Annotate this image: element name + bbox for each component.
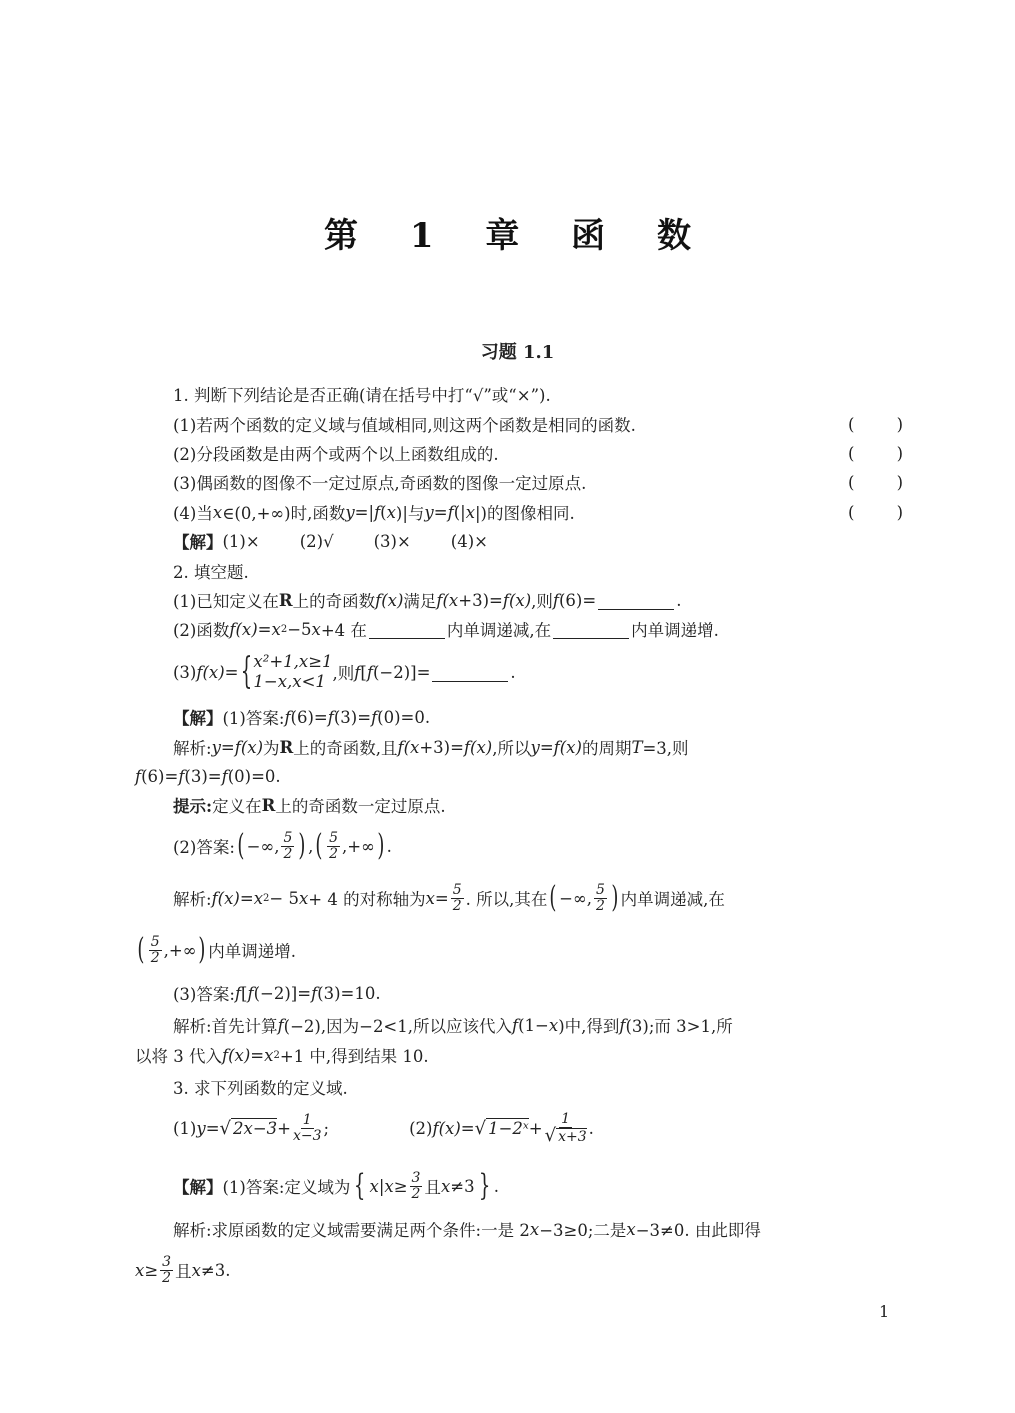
math-variable: x xyxy=(271,619,281,639)
text-run: =| xyxy=(354,502,375,522)
square-root xyxy=(220,1118,278,1139)
text-run: ,则 xyxy=(531,592,553,611)
math-variable: f(x xyxy=(397,737,420,757)
text-run: 且 xyxy=(175,1262,192,1281)
math-variable: f xyxy=(327,707,334,727)
denominator: x−3 xyxy=(292,1127,322,1144)
math-variable: f(x) xyxy=(553,737,582,757)
math-variable: f(x) xyxy=(502,590,532,610)
text-run: (1) xyxy=(173,1118,197,1138)
bold-label: R xyxy=(279,737,294,757)
radicand: 1−2ˣ xyxy=(488,1118,529,1138)
math-variable: f xyxy=(221,766,228,786)
text-run: −∞, xyxy=(246,836,280,856)
fraction xyxy=(160,1255,173,1286)
math-variable: y xyxy=(424,502,434,522)
math-variable: x xyxy=(212,502,223,522)
text-run: = xyxy=(434,888,449,908)
text-run: (3)=10. xyxy=(317,983,381,1003)
text-run: +1 中,得到结果 10. xyxy=(279,1047,429,1066)
text-run: ≥ xyxy=(393,1176,408,1196)
text-line xyxy=(173,1072,348,1102)
text-line xyxy=(173,467,903,497)
denominator: 2 xyxy=(162,1269,172,1286)
text-run: 解析:首先计算 xyxy=(173,1017,278,1036)
answer-blank xyxy=(553,620,629,639)
brace: { xyxy=(240,651,252,692)
text-run: ,则 xyxy=(332,664,355,683)
text-run: 上的奇函数一定过原点. xyxy=(275,797,446,816)
answer-blank xyxy=(598,591,674,610)
text-run: = xyxy=(224,662,239,682)
denominator: 2 xyxy=(329,845,339,862)
text-run: 解析:求原函数的定义域需要满足两个条件:一是 2 xyxy=(173,1221,530,1240)
text-run: . 所以,其在 xyxy=(465,890,548,909)
math-variable: f xyxy=(284,707,291,727)
text-line xyxy=(173,614,719,644)
close-paren: ) xyxy=(896,502,903,522)
text-run: (1)若两个函数的定义域与值域相同,则这两个函数是相同的函数. xyxy=(173,416,636,435)
math-variable: x xyxy=(135,1260,145,1280)
bold-label: R xyxy=(278,590,293,610)
radicand: 2x−3 xyxy=(233,1118,278,1138)
text-run: . xyxy=(510,662,516,682)
math-variable: f(x xyxy=(436,590,459,610)
big-bracket: } xyxy=(478,1168,490,1203)
text-line xyxy=(173,880,725,915)
numerator: 5 xyxy=(329,829,339,846)
text-run: −3≥0;二是 xyxy=(539,1221,627,1240)
numerator: 3 xyxy=(162,1253,172,1270)
fraction xyxy=(149,935,162,966)
big-bracket: ) xyxy=(298,828,306,863)
math-variable: x xyxy=(191,1260,201,1280)
text-run: (−2)]= xyxy=(253,983,312,1003)
close-paren: ) xyxy=(896,414,903,434)
math-variable: x xyxy=(298,888,309,908)
math-variable: y xyxy=(211,737,221,757)
math-variable: x xyxy=(369,1176,379,1196)
text-run: (2)答案: xyxy=(173,838,235,857)
math-variable: y xyxy=(196,1118,206,1138)
text-run: (2)函数 xyxy=(173,621,230,640)
text-line xyxy=(135,1255,230,1285)
denominator: 2 xyxy=(452,897,462,914)
bold-label: 【解】 xyxy=(173,533,223,552)
text-run: 内单调递增. xyxy=(208,942,296,961)
text-run: (−2)]= xyxy=(372,662,431,682)
text-run: (0)=0. xyxy=(227,766,281,786)
big-bracket: { xyxy=(354,1168,366,1203)
text-run: ,+∞ xyxy=(163,940,197,960)
chapter-title: 第 1 章 函 数 xyxy=(323,216,691,256)
big-bracket: ) xyxy=(377,828,385,863)
fraction xyxy=(410,1171,423,1202)
text-line xyxy=(135,1040,429,1070)
big-bracket: ) xyxy=(611,880,619,915)
text-run: = xyxy=(460,1118,475,1138)
text-run: 3. 求下列函数的定义域. xyxy=(173,1079,348,1098)
text-run: (3)= xyxy=(184,766,222,786)
open-paren: ( xyxy=(848,502,855,522)
text-run: = xyxy=(220,737,235,757)
text-line xyxy=(173,978,381,1008)
text-run: (6)= xyxy=(290,707,328,727)
math-variable: x xyxy=(384,1176,394,1196)
numerator: 1 xyxy=(561,1110,571,1127)
text-run: 的周期 xyxy=(581,739,632,758)
numerator: 5 xyxy=(452,881,462,898)
text-line xyxy=(173,409,903,439)
piecewise-function xyxy=(239,652,333,692)
denominator: 2 xyxy=(283,845,293,862)
text-line xyxy=(173,556,249,586)
math-variable: x xyxy=(465,502,475,522)
math-variable: f xyxy=(234,983,242,1003)
text-run: +3)= xyxy=(419,737,464,757)
text-run: 2. 填空题. xyxy=(173,563,249,582)
text-run: , xyxy=(308,836,314,856)
math-variable: f(x) xyxy=(432,1118,461,1138)
section-title: 习题 1.1 xyxy=(480,342,555,363)
text-run: (1)答案:定义域为 xyxy=(222,1178,351,1197)
answer-blank xyxy=(432,663,508,682)
math-variable: f(x) xyxy=(234,737,264,757)
text-run: (2)分段函数是由两个或两个以上函数组成的. xyxy=(173,445,499,464)
text-run: 内单调递增. xyxy=(631,621,719,640)
math-variable: f xyxy=(178,766,185,786)
open-paren: ( xyxy=(848,443,855,463)
math-variable: x xyxy=(386,502,396,522)
big-bracket: ( xyxy=(315,828,323,863)
text-line xyxy=(135,761,281,791)
big-bracket: ) xyxy=(198,932,206,967)
radicand: x+3 xyxy=(558,1128,587,1145)
answer-item: (3)× xyxy=(373,531,411,551)
text-run: 解析: xyxy=(173,890,212,909)
fraction xyxy=(327,831,340,862)
text-run: (−2),因为−2<1,所以应该代入 xyxy=(283,1017,513,1036)
case-row: 1−x,x<1 xyxy=(253,672,326,691)
math-variable: f(x) xyxy=(463,737,493,757)
text-run: = xyxy=(433,502,448,522)
math-variable: x xyxy=(425,888,435,908)
text-run: −5 xyxy=(287,619,312,639)
text-run: = xyxy=(205,1118,220,1138)
superscript: 2 xyxy=(263,892,270,904)
text-run: ( xyxy=(380,502,387,522)
case-row: x²+1,x≥1 xyxy=(253,652,333,671)
text-run: −∞, xyxy=(559,888,592,908)
text-run: ,所以 xyxy=(492,739,531,758)
radical-sign: √ xyxy=(474,1117,487,1139)
text-run: = xyxy=(539,737,554,757)
bold-label: 提示: xyxy=(173,797,213,816)
text-line xyxy=(173,828,392,863)
math-variable: f xyxy=(277,1015,284,1035)
bold-label: R xyxy=(261,795,276,815)
superscript: 2 xyxy=(273,1049,280,1061)
cases xyxy=(253,652,332,692)
text-run: 内单调递减,在 xyxy=(620,890,725,909)
text-line xyxy=(173,585,681,615)
text-run: [ xyxy=(241,983,248,1003)
text-run: ≠3 xyxy=(450,1176,475,1196)
text-run: ,+∞ xyxy=(342,836,375,856)
radical-sign: √ xyxy=(219,1117,232,1139)
text-run: (1)× xyxy=(222,531,260,551)
math-variable: f xyxy=(374,502,381,522)
math-variable: f xyxy=(447,502,454,522)
text-run: = xyxy=(239,888,254,908)
text-line xyxy=(173,379,551,409)
text-line xyxy=(173,1010,733,1040)
text-run: 为 xyxy=(263,739,280,758)
denominator: 2 xyxy=(150,949,160,966)
math-variable: T xyxy=(631,737,643,757)
text-run: . xyxy=(676,590,682,610)
text-run: |)的图像相同. xyxy=(475,504,575,523)
math-variable: f xyxy=(366,662,373,682)
denominator: 2 xyxy=(411,1185,421,1202)
math-variable: f(x) xyxy=(229,619,258,639)
text-run: (3) xyxy=(173,662,197,682)
math-variable: f xyxy=(552,590,559,610)
text-run: [ xyxy=(360,662,367,682)
text-run: 1. 判断下列结论是否正确(请在括号中打“√”或“×”). xyxy=(173,386,551,405)
math-variable: x xyxy=(253,888,263,908)
text-line xyxy=(173,438,903,468)
text-run: ≠3. xyxy=(200,1260,231,1280)
math-variable: y xyxy=(345,502,355,522)
open-paren: ( xyxy=(848,414,855,434)
fraction xyxy=(281,831,294,862)
text-line xyxy=(173,1110,594,1146)
text-run: (3);而 3>1,所 xyxy=(625,1017,733,1036)
answer-item: (2)√ xyxy=(299,531,334,551)
big-bracket: ( xyxy=(237,828,245,863)
fraction xyxy=(451,883,464,914)
text-run: (6)= xyxy=(141,766,179,786)
text-run: = xyxy=(257,619,272,639)
text-run: ≥ xyxy=(144,1260,159,1280)
answer-blank xyxy=(369,620,445,639)
superscript: 2 xyxy=(280,623,288,635)
math-variable: y xyxy=(530,737,540,757)
text-run: | xyxy=(378,1176,385,1196)
math-variable: x xyxy=(264,1045,274,1065)
text-run: (3)= xyxy=(333,707,372,727)
bold-label: 【解】 xyxy=(173,709,223,728)
close-paren: ) xyxy=(896,472,903,492)
text-run: . xyxy=(386,836,392,856)
text-line xyxy=(173,732,689,762)
text-run: . xyxy=(493,1176,499,1196)
text-run: 解析: xyxy=(173,739,212,758)
text-run: (4)当 xyxy=(173,504,213,523)
square-root xyxy=(475,1118,529,1139)
text-line xyxy=(135,932,296,967)
denominator: 2 xyxy=(595,897,605,914)
numerator: 5 xyxy=(595,881,605,898)
text-line xyxy=(173,1168,499,1203)
math-variable: f xyxy=(371,707,378,727)
text-run: 内单调递减,在 xyxy=(446,621,552,640)
text-run: 上的奇函数 xyxy=(292,592,376,611)
text-line xyxy=(173,1214,761,1244)
fraction xyxy=(594,883,607,914)
text-line xyxy=(173,497,903,527)
text-run: + 4 的对称轴为 xyxy=(308,890,426,909)
text-run: ; xyxy=(323,1118,330,1138)
denominator xyxy=(544,1124,587,1146)
fraction xyxy=(545,1112,587,1145)
text-run: 上的奇函数,且 xyxy=(293,739,398,758)
math-variable: x xyxy=(311,619,321,639)
numerator: 3 xyxy=(411,1169,421,1186)
text-run: (2) xyxy=(409,1118,433,1138)
numerator: 1 xyxy=(302,1111,312,1128)
radical-sign: √ xyxy=(544,1124,557,1146)
text-run: +3)= xyxy=(458,590,503,610)
text-run: 以将 3 代入 xyxy=(135,1047,222,1066)
math-variable: f xyxy=(512,1015,519,1035)
math-variable: f xyxy=(311,983,318,1003)
text-run: 定义在 xyxy=(212,797,262,816)
text-run: 且 xyxy=(424,1178,441,1197)
text-run: (1− xyxy=(518,1015,549,1035)
text-line xyxy=(173,702,430,732)
answer-parentheses xyxy=(848,473,903,492)
math-variable: f xyxy=(354,662,361,682)
text-run: (6)= xyxy=(559,590,597,610)
math-variable: f xyxy=(247,983,254,1003)
answer-item: (4)× xyxy=(450,531,488,551)
text-run: (0)=0. xyxy=(377,707,431,727)
fraction xyxy=(293,1113,322,1144)
text-line xyxy=(173,651,516,692)
math-variable: x xyxy=(626,1219,636,1239)
text-run: = xyxy=(250,1045,265,1065)
math-variable: f(x) xyxy=(375,590,404,610)
numerator: 5 xyxy=(150,933,160,950)
text-run: (1)已知定义在 xyxy=(173,592,279,611)
text-run: (1)答案: xyxy=(222,709,285,728)
numerator: 5 xyxy=(283,829,293,846)
text-run: )中,得到 xyxy=(558,1017,620,1036)
text-run: (| xyxy=(453,502,466,522)
big-bracket: ( xyxy=(137,932,145,967)
text-run: − 5 xyxy=(269,888,299,908)
page-number: 1 xyxy=(879,1302,890,1321)
math-variable: f xyxy=(135,766,142,786)
text-run: )|与 xyxy=(395,504,425,523)
big-bracket: ( xyxy=(549,880,557,915)
text-run: + xyxy=(277,1118,291,1138)
text-run: (3)答案: xyxy=(173,985,235,1004)
close-paren: ) xyxy=(896,443,903,463)
math-variable: f xyxy=(619,1015,626,1035)
answer-parentheses xyxy=(848,503,903,522)
text-line xyxy=(173,790,446,820)
math-variable: f(x) xyxy=(196,662,225,682)
answer-parentheses xyxy=(848,415,903,434)
math-variable: f(x) xyxy=(211,888,240,908)
math-variable: x xyxy=(529,1219,540,1239)
math-variable: x xyxy=(440,1176,451,1196)
text-run: 满足 xyxy=(403,592,437,611)
open-paren: ( xyxy=(848,472,855,492)
text-run: (3)偶函数的图像不一定过原点,奇函数的图像一定过原点. xyxy=(173,474,587,493)
bold-label: 【解】 xyxy=(173,1178,223,1197)
text-run: + xyxy=(528,1118,543,1138)
math-variable: x xyxy=(548,1015,559,1035)
text-line xyxy=(173,526,488,556)
answer-parentheses xyxy=(848,444,903,463)
text-run: ∈(0,+∞)时,函数 xyxy=(222,504,346,523)
text-run: +4 在 xyxy=(320,621,367,640)
text-run: . xyxy=(588,1118,594,1138)
text-run: −3≠0. 由此即得 xyxy=(635,1221,761,1240)
text-run: =3,则 xyxy=(642,739,689,758)
math-variable: f(x) xyxy=(222,1045,251,1065)
